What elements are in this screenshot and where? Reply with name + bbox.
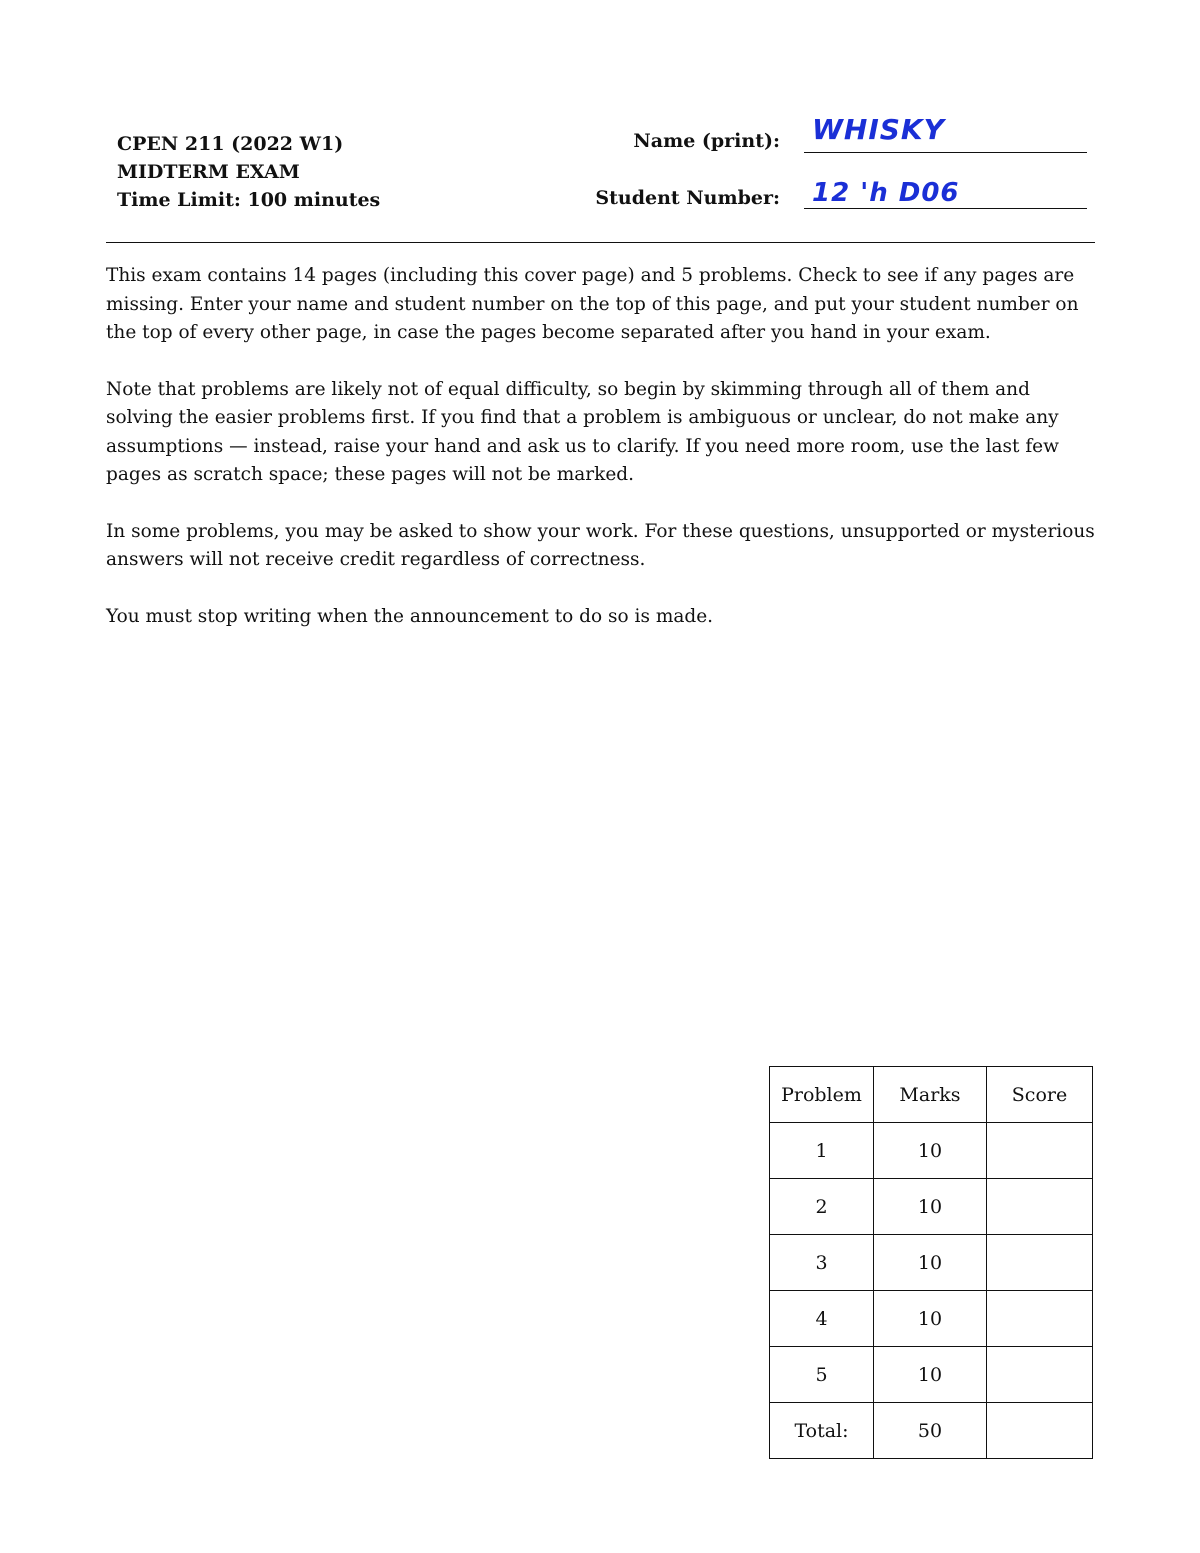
problem-cell: 4 [770, 1291, 874, 1347]
instruction-paragraph: This exam contains 14 pages (including this cover page) and 5 problems. Check to see if any pages are missing. Enter your name and student number on the top of this page, and put your student number on the top of every other page, in case the pages become separated after you hand in your exam. [106, 265, 1079, 343]
instruction-paragraph: You must stop writing when the announcement to do so is made. [106, 605, 714, 627]
name-field[interactable] [804, 152, 1087, 153]
marks-cell: 10 [874, 1291, 987, 1347]
table-row [770, 1235, 1093, 1291]
marks-cell: 10 [874, 1235, 987, 1291]
table-row [770, 1291, 1093, 1347]
header-marks: Marks [874, 1067, 987, 1123]
table-row [770, 1347, 1093, 1403]
header-score: Score [987, 1067, 1093, 1123]
score-cell[interactable] [987, 1235, 1093, 1291]
marks-cell: 10 [874, 1347, 987, 1403]
problem-cell: 3 [770, 1235, 874, 1291]
grade-table [769, 1066, 1093, 1459]
total-label: Total: [770, 1403, 874, 1459]
problem-cell: 2 [770, 1179, 874, 1235]
header-divider [106, 242, 1095, 243]
course-title: CPEN 211 (2022 W1) [117, 133, 344, 155]
instructions [106, 262, 1096, 659]
score-cell[interactable] [987, 1179, 1093, 1235]
table-total-row [770, 1403, 1093, 1459]
total-score-cell[interactable] [987, 1403, 1093, 1459]
score-cell[interactable] [987, 1123, 1093, 1179]
instruction-paragraph: In some problems, you may be asked to show your work. For these questions, unsupported or mysterious answers will not receive credit regardless of correctness. [106, 520, 1095, 570]
table-row [770, 1179, 1093, 1235]
exam-header [117, 130, 380, 214]
student-number-label: Student Number: [595, 187, 780, 209]
marks-cell: 10 [874, 1179, 987, 1235]
time-limit: Time Limit: 100 minutes [117, 189, 381, 211]
marks-cell: 10 [874, 1123, 987, 1179]
name-label: Name (print): [633, 130, 780, 152]
table-header-row [770, 1067, 1093, 1123]
problem-cell: 5 [770, 1347, 874, 1403]
problem-cell: 1 [770, 1123, 874, 1179]
student-number-field[interactable] [804, 208, 1087, 209]
header-problem: Problem [770, 1067, 874, 1123]
instruction-paragraph: Note that problems are likely not of equal difficulty, so begin by skimming through all of them and solving the easier problems first. If you find that a problem is ambiguous or unclear, do not make any assumptions — instead, raise your hand and ask us to clarify. If you need more room, use the last few pages as scratch space; these pages will not be marked. [106, 378, 1059, 485]
student-number-handwritten-value: 12 'h D06 [812, 178, 960, 208]
exam-type: MIDTERM EXAM [117, 161, 300, 183]
table-row [770, 1123, 1093, 1179]
score-cell[interactable] [987, 1347, 1093, 1403]
name-handwritten-value: WHISKY [812, 113, 945, 146]
score-cell[interactable] [987, 1291, 1093, 1347]
total-marks: 50 [874, 1403, 987, 1459]
